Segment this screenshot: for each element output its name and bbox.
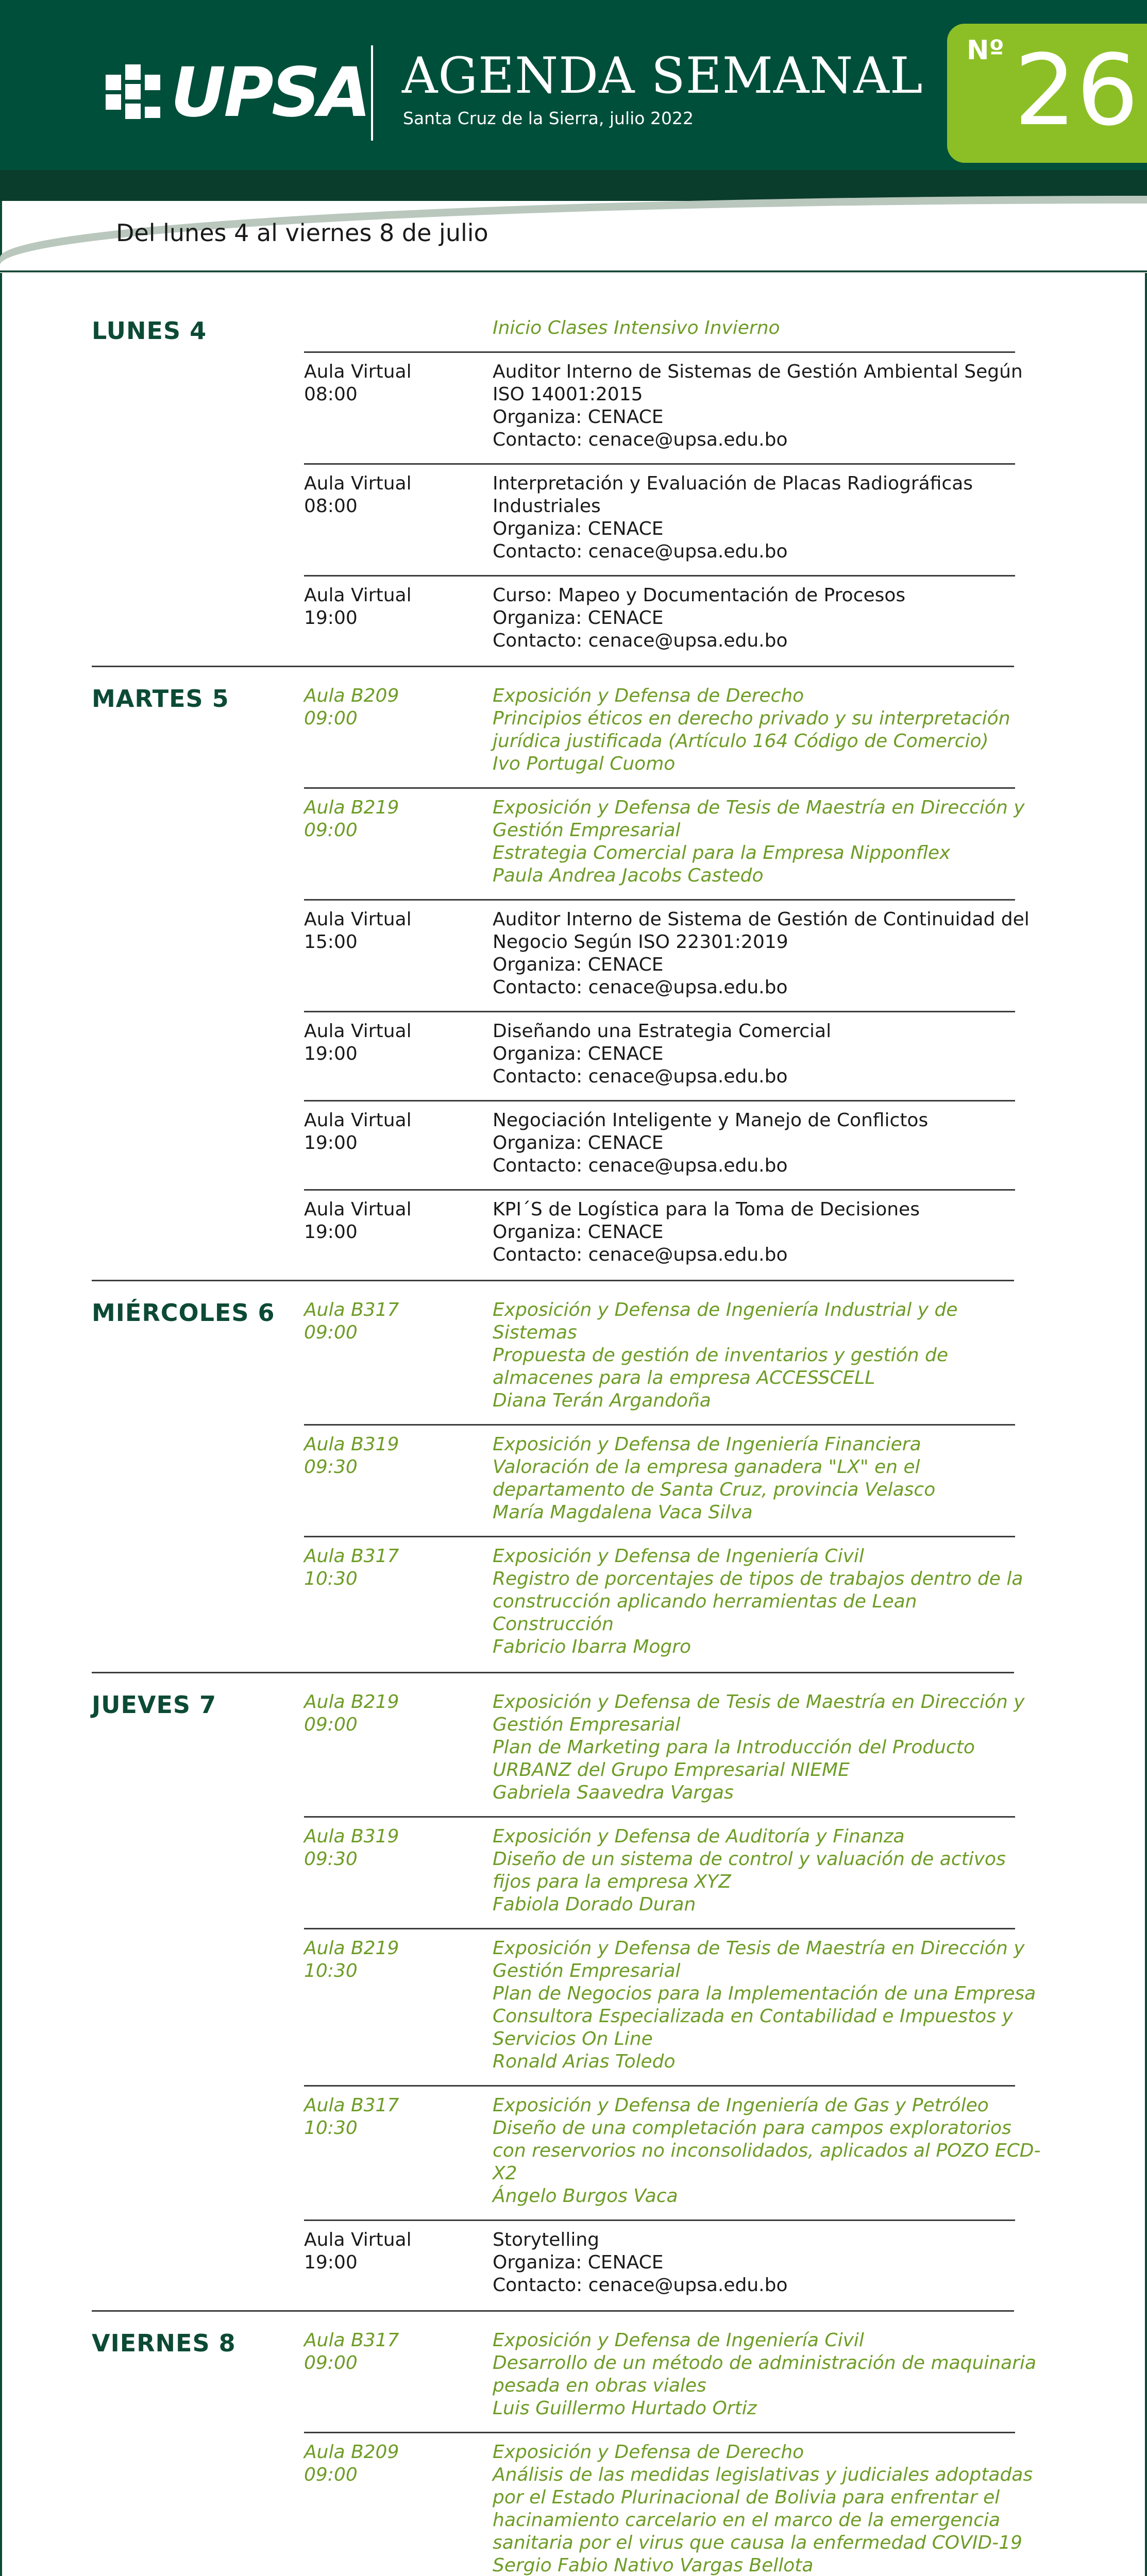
event-detail-line: Desarrollo de un método de administración de maquinaria xyxy=(493,2352,1037,2374)
event-detail-line: Exposición y Defensa de Derecho xyxy=(493,685,804,706)
event-room: Aula Virtual xyxy=(304,585,412,606)
event-location xyxy=(304,2094,479,2140)
event-details xyxy=(493,1545,1023,1658)
event-room: Aula Virtual xyxy=(304,1110,412,1131)
event-details xyxy=(493,1020,1015,1088)
upsa-emblem-icon xyxy=(106,64,162,121)
event-time: 09:00 xyxy=(304,2464,358,2485)
event-detail-line: jurídica justificada (Artículo 164 Código de Comercio) xyxy=(493,731,989,752)
event-detail-line: KPI´S de Logística para la Toma de Decisiones xyxy=(493,1199,920,1220)
agenda-event xyxy=(304,1683,1025,1818)
event-location xyxy=(304,1020,479,1065)
event-location xyxy=(304,2329,479,2375)
event-location xyxy=(304,2441,479,2486)
header-divider xyxy=(371,45,373,141)
event-detail-line: pesada en obras viales xyxy=(493,2375,706,2396)
event-detail-line: Exposición y Defensa de Ingeniería de Gas y Petróleo xyxy=(493,2095,989,2116)
event-room: Aula B317 xyxy=(304,1546,399,1567)
event-details xyxy=(493,796,1025,887)
event-detail-line: Negocio Según ISO 22301:2019 xyxy=(493,931,788,953)
event-detail-line: Exposición y Defensa de Ingeniería Civil xyxy=(493,1546,864,1567)
event-detail-line: Diseño de un sistema de control y valuación de activos xyxy=(493,1849,1006,1870)
event-time: 10:30 xyxy=(304,2117,358,2139)
event-location xyxy=(304,685,479,730)
event-detail-line: Exposición y Defensa de Ingeniería Civil xyxy=(493,2330,864,2351)
event-details xyxy=(493,1433,1015,1524)
event-location xyxy=(304,1937,479,1982)
event-details xyxy=(493,908,1030,999)
event-detail-line: Fabiola Dorado Duran xyxy=(493,1894,696,1915)
event-detail-line: Organiza: CENACE xyxy=(493,2252,664,2273)
event-time: 09:00 xyxy=(304,708,358,729)
event-time: 08:00 xyxy=(304,384,358,405)
event-detail-line: departamento de Santa Cruz, provincia Velasco xyxy=(493,1479,936,1500)
event-room: Aula B317 xyxy=(304,2095,399,2116)
agenda-event xyxy=(304,2087,1041,2221)
event-room: Aula Virtual xyxy=(304,1199,412,1220)
event-detail-line: Servicios On Line xyxy=(493,2028,653,2049)
event-room: Aula B317 xyxy=(304,1299,399,1320)
event-detail-line: construcción aplicando herramientas de Lean xyxy=(493,1591,917,1612)
agenda-event xyxy=(304,1291,1015,1426)
event-location xyxy=(304,2229,479,2274)
event-time: 09:00 xyxy=(304,1322,358,1343)
event-room: Aula B209 xyxy=(304,685,399,706)
event-detail-line: Consultora Especializada en Contabilidad e Impuestos y xyxy=(493,2006,1013,2027)
page-subtitle: Santa Cruz de la Sierra, julio 2022 xyxy=(403,108,694,128)
event-detail-line: Propuesta de gestión de inventarios y gestión de xyxy=(493,1345,948,1366)
event-detail-line: por el Estado Plurinacional de Bolivia para enfrentar el xyxy=(493,2487,1000,2508)
event-detail-line: Contacto: cenace@upsa.edu.bo xyxy=(493,1155,788,1176)
event-details xyxy=(493,584,1015,652)
event-detail-line: Industriales xyxy=(493,496,601,517)
event-room: Aula Virtual xyxy=(304,909,412,930)
event-detail-line: Luis Guillermo Hurtado Ortiz xyxy=(493,2398,757,2419)
event-location xyxy=(304,584,479,630)
week-divider xyxy=(0,270,1147,272)
agenda-event xyxy=(304,2221,1015,2310)
event-room: Aula B219 xyxy=(304,1938,399,1959)
event-detail-line: Construcción xyxy=(493,1614,614,1635)
event-detail-line: Inicio Clases Intensivo Invierno xyxy=(493,317,780,338)
event-room: Aula Virtual xyxy=(304,473,412,494)
event-details xyxy=(493,1198,1015,1266)
event-time: 10:30 xyxy=(304,1568,358,1589)
event-detail-line: Auditor Interno de Sistemas de Gestión Ambiental Según xyxy=(493,361,1023,382)
issue-number: 26 xyxy=(1014,33,1139,147)
event-detail-line: X2 xyxy=(493,2163,517,2184)
upsa-logo xyxy=(106,53,369,132)
event-detail-line: Registro de porcentajes de tipos de trabajos dentro de la xyxy=(493,1568,1023,1589)
event-location xyxy=(304,1545,479,1590)
event-detail-line: Auditor Interno de Sistema de Gestión de Continuidad del xyxy=(493,909,1030,930)
event-details xyxy=(493,2329,1037,2420)
event-time: 19:00 xyxy=(304,1222,358,1243)
event-detail-line: ISO 14001:2015 xyxy=(493,384,643,405)
event-location xyxy=(304,1825,479,1871)
event-detail-line: Exposición y Defensa de Tesis de Maestría en Dirección y xyxy=(493,797,1025,818)
event-details xyxy=(493,2094,1041,2208)
event-time: 09:00 xyxy=(304,820,358,841)
event-detail-line: Exposición y Defensa de Auditoría y Finanza xyxy=(493,1826,905,1847)
event-detail-line: Plan de Marketing para la Introducción del Producto xyxy=(493,1737,975,1758)
issue-badge xyxy=(947,24,1147,163)
agenda-event xyxy=(304,677,1015,789)
event-detail-line: fijos para la empresa XYZ xyxy=(493,1871,731,1892)
event-detail-line: Storytelling xyxy=(493,2229,600,2250)
event-detail-line: Ángelo Burgos Vaca xyxy=(493,2185,678,2207)
day-heading: JUEVES 7 xyxy=(92,1691,217,1719)
event-details xyxy=(493,1825,1015,1916)
event-time: 09:30 xyxy=(304,1849,358,1870)
event-room: Aula B317 xyxy=(304,2330,399,2351)
agenda-event xyxy=(304,2433,1033,2576)
agenda-event xyxy=(304,577,1015,666)
event-detail-line: Exposición y Defensa de Tesis de Maestría en Dirección y xyxy=(493,1691,1025,1713)
event-detail-line: Exposición y Defensa de Ingeniería Financiera xyxy=(493,1434,921,1455)
event-detail-line: Organiza: CENACE xyxy=(493,954,664,975)
event-detail-line: Contacto: cenace@upsa.edu.bo xyxy=(493,630,788,651)
event-room: Aula Virtual xyxy=(304,361,412,382)
agenda-event xyxy=(304,901,1030,1012)
day-heading: LUNES 4 xyxy=(92,317,207,345)
event-detail-line: Contacto: cenace@upsa.edu.bo xyxy=(493,2275,788,2296)
event-location xyxy=(304,1109,479,1155)
event-detail-line: Ivo Portugal Cuomo xyxy=(493,753,676,774)
agenda-event xyxy=(304,1426,1015,1537)
event-detail-line: Contacto: cenace@upsa.edu.bo xyxy=(493,977,788,998)
event-time: 09:30 xyxy=(304,1456,358,1478)
event-time: 19:00 xyxy=(304,1132,358,1154)
event-detail-line: Contacto: cenace@upsa.edu.bo xyxy=(493,429,788,450)
event-detail-line: Interpretación y Evaluación de Placas Radiográficas xyxy=(493,473,973,494)
event-location xyxy=(304,1433,479,1479)
event-detail-line: Gestión Empresarial xyxy=(493,820,681,841)
event-location xyxy=(304,796,479,842)
event-location xyxy=(304,361,479,406)
agenda-event xyxy=(304,1537,1023,1672)
event-detail-line: Organiza: CENACE xyxy=(493,1132,664,1154)
event-details xyxy=(493,361,1023,451)
event-detail-line: Ronald Arias Toledo xyxy=(493,2051,676,2072)
event-detail-line: Exposición y Defensa de Ingeniería Industrial y de xyxy=(493,1299,958,1320)
event-detail-line: Sistemas xyxy=(493,1322,577,1343)
event-details xyxy=(493,1937,1036,2073)
event-room: Aula B319 xyxy=(304,1434,399,1455)
event-detail-line: Contacto: cenace@upsa.edu.bo xyxy=(493,1066,788,1087)
event-room: Aula Virtual xyxy=(304,2229,412,2250)
event-detail-line: URBANZ del Grupo Empresarial NIEME xyxy=(493,1759,850,1781)
event-location xyxy=(304,1691,479,1736)
event-location xyxy=(304,1299,479,1344)
event-detail-line: Organiza: CENACE xyxy=(493,1222,664,1243)
event-time: 19:00 xyxy=(304,2252,358,2273)
agenda-event xyxy=(304,1191,1015,1280)
day-divider xyxy=(92,666,1014,667)
day-divider xyxy=(92,1280,1014,1281)
event-detail-line: Valoración de la empresa ganadera "LX" en el xyxy=(493,1456,920,1478)
event-details xyxy=(493,2441,1033,2576)
agenda-event xyxy=(304,1012,1015,1101)
logo-text: UPSA xyxy=(171,53,369,132)
event-detail-line: Diseño de una completación para campos exploratorios xyxy=(493,2117,1011,2139)
event-detail-line: con reservorios no inconsolidados, aplicados al POZO ECD- xyxy=(493,2140,1041,2161)
event-detail-line: Organiza: CENACE xyxy=(493,1043,664,1064)
event-details xyxy=(493,685,1015,775)
event-detail-line: hacinamiento carcelario en el marco de la emergencia xyxy=(493,2510,1001,2531)
day-heading: VIERNES 8 xyxy=(92,2329,236,2357)
event-time: 19:00 xyxy=(304,607,358,629)
event-detail-line: Organiza: CENACE xyxy=(493,518,664,539)
event-details xyxy=(493,1299,1015,1412)
event-detail-line: Diseñando una Estrategia Comercial xyxy=(493,1021,832,1042)
day-divider xyxy=(92,2310,1014,2312)
agenda-event xyxy=(304,465,1015,577)
event-room: Aula B209 xyxy=(304,2442,399,2463)
day-heading: MARTES 5 xyxy=(92,685,229,713)
event-time: 15:00 xyxy=(304,931,358,953)
event-detail-line: Gestión Empresarial xyxy=(493,1960,681,1981)
page-title: AGENDA SEMANAL xyxy=(402,47,923,105)
agenda-event xyxy=(304,1929,1036,2087)
event-detail-line: sanitaria por el virus que causa la enfermedad COVID-19 xyxy=(493,2532,1022,2553)
issue-prefix: Nº xyxy=(967,35,1004,66)
event-detail-line: Principios éticos en derecho privado y su interpretación xyxy=(493,708,1010,729)
event-detail-line: Curso: Mapeo y Documentación de Procesos xyxy=(493,585,906,606)
event-detail-line: almacenes para la empresa ACCESSCELL xyxy=(493,1367,875,1388)
event-time: 08:00 xyxy=(304,496,358,517)
agenda-event xyxy=(304,1818,1015,1929)
event-details xyxy=(493,472,1015,563)
event-time: 19:00 xyxy=(304,1043,358,1064)
event-detail-line: Organiza: CENACE xyxy=(493,406,664,428)
event-details xyxy=(493,2229,1015,2297)
day-heading: MIÉRCOLES 6 xyxy=(92,1299,275,1327)
event-detail-line: Estrategia Comercial para la Empresa Nipponflex xyxy=(493,842,951,863)
event-time: 10:30 xyxy=(304,1960,358,1981)
event-room: Aula B319 xyxy=(304,1826,399,1847)
event-room: Aula B219 xyxy=(304,797,399,818)
agenda-event xyxy=(304,353,1023,465)
event-time: 09:00 xyxy=(304,2352,358,2374)
event-detail-line: Gestión Empresarial xyxy=(493,1714,681,1735)
event-detail-line: Plan de Negocios para la Implementación de una Empresa xyxy=(493,1983,1036,2004)
event-location xyxy=(304,472,479,518)
event-location xyxy=(304,908,479,954)
event-detail-line: Exposición y Defensa de Tesis de Maestría en Dirección y xyxy=(493,1938,1025,1959)
event-details xyxy=(493,317,1015,340)
event-detail-line: Gabriela Saavedra Vargas xyxy=(493,1782,734,1803)
event-detail-line: Análisis de las medidas legislativas y judiciales adoptadas xyxy=(493,2464,1033,2485)
agenda-event xyxy=(304,789,1025,901)
event-detail-line: Exposición y Defensa de Derecho xyxy=(493,2442,804,2463)
event-detail-line: Fabricio Ibarra Mogro xyxy=(493,1636,691,1657)
week-range: Del lunes 4 al viernes 8 de julio xyxy=(116,219,488,247)
event-room: Aula Virtual xyxy=(304,1021,412,1042)
event-detail-line: Organiza: CENACE xyxy=(493,607,664,629)
event-detail-line: María Magdalena Vaca Silva xyxy=(493,1502,753,1523)
event-details xyxy=(493,1691,1025,1804)
event-detail-line: Sergio Fabio Nativo Vargas Bellota xyxy=(493,2555,814,2576)
event-detail-line: Paula Andrea Jacobs Castedo xyxy=(493,865,764,886)
event-time: 09:00 xyxy=(304,1714,358,1735)
event-detail-line: Contacto: cenace@upsa.edu.bo xyxy=(493,1244,788,1265)
event-detail-line: Contacto: cenace@upsa.edu.bo xyxy=(493,541,788,562)
event-details xyxy=(493,1109,1015,1177)
agenda-event xyxy=(304,1101,1015,1191)
event-location xyxy=(304,1198,479,1244)
day-divider xyxy=(92,1672,1014,1673)
event-detail-line: Diana Terán Argandoña xyxy=(493,1390,711,1411)
event-detail-line: Negociación Inteligente y Manejo de Conflictos xyxy=(493,1110,929,1131)
agenda-event xyxy=(304,2321,1037,2433)
event-room: Aula B219 xyxy=(304,1691,399,1713)
agenda-event xyxy=(304,309,1015,353)
